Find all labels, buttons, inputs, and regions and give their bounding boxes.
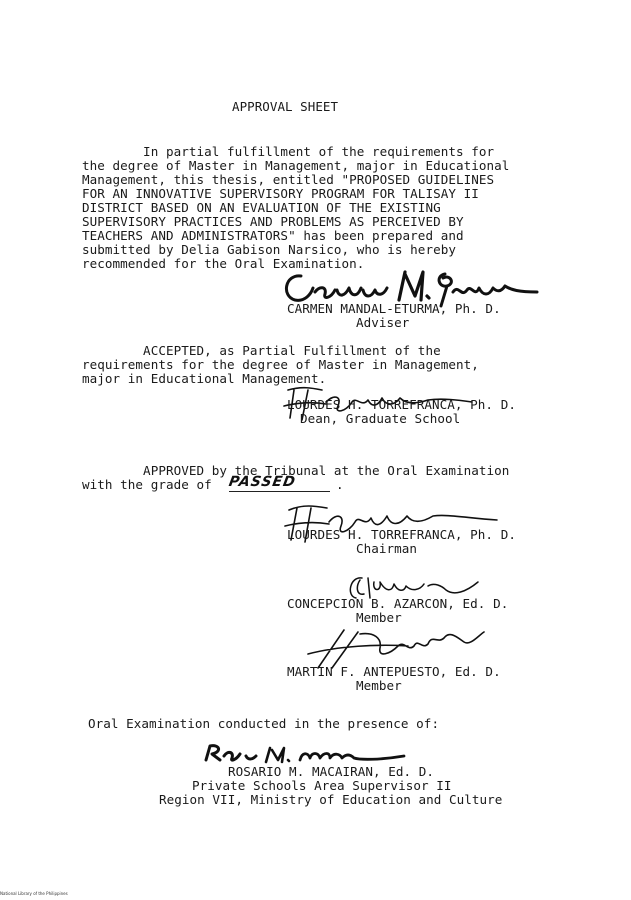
- intro-line: Management, this thesis, entitled "PROPOSED GUIDELINES: [82, 172, 495, 187]
- dean-role: Dean, Graduate School: [300, 411, 461, 426]
- chairman-role: Chairman: [356, 541, 418, 556]
- intro-line: DISTRICT BASED ON AN EVALUATION OF THE EXISTING: [82, 200, 441, 215]
- grade-period: .: [336, 477, 344, 492]
- intro-line: recommended for the Oral Examination.: [82, 256, 365, 271]
- intro-line: submitted by Delia Gabison Narsico, who is hereby: [82, 242, 456, 257]
- adviser-role: Adviser: [356, 315, 410, 330]
- accepted-line: major in Educational Management.: [82, 371, 327, 386]
- approved-line: with the grade of: [82, 477, 212, 492]
- chairman-name: LOURDES H. TORREFRANCA, Ph. D.: [287, 527, 516, 542]
- witness-name: ROSARIO M. MACAIRAN, Ed. D.: [228, 764, 435, 779]
- adviser-name: CARMEN MANDAL-ETURMA, Ph. D.: [287, 301, 501, 316]
- witness-title: Private Schools Area Supervisor II: [192, 778, 452, 793]
- member2-role: Member: [356, 678, 402, 693]
- intro-line: In partial fulfillment of the requirements for: [82, 144, 495, 159]
- intro-line: TEACHERS AND ADMINISTRATORS" has been prepared and: [82, 228, 464, 243]
- witness-region: Region VII, Ministry of Education and Culture: [159, 792, 503, 807]
- grade-handwritten: PASSED: [227, 474, 298, 490]
- page-title: APPROVAL SHEET: [232, 99, 339, 114]
- accepted-line: ACCEPTED, as Partial Fulfillment of the: [82, 343, 441, 358]
- member1-name: CONCEPCION B. AZARCON, Ed. D.: [287, 596, 509, 611]
- dean-name: LOURDES H. TORREFRANCA, Ph. D.: [287, 397, 516, 412]
- intro-line: the degree of Master in Management, major in Educational: [82, 158, 510, 173]
- intro-line: FOR AN INNOVATIVE SUPERVISORY PROGRAM FOR TALISAY II: [82, 186, 479, 201]
- oral-exam-line: Oral Examination conducted in the presence of:: [88, 716, 440, 731]
- accepted-line: requirements for the degree of Master in Management,: [82, 357, 479, 372]
- footer-note: National Library of the Philippines: [0, 891, 68, 896]
- intro-line: SUPERVISORY PRACTICES AND PROBLEMS AS PERCEIVED BY: [82, 214, 464, 229]
- approved-line: APPROVED by the Tribunal at the Oral Examination: [82, 463, 510, 478]
- member2-name: MARTIN F. ANTEPUESTO, Ed. D.: [287, 664, 501, 679]
- member1-role: Member: [356, 610, 402, 625]
- grade-underline: [229, 491, 330, 492]
